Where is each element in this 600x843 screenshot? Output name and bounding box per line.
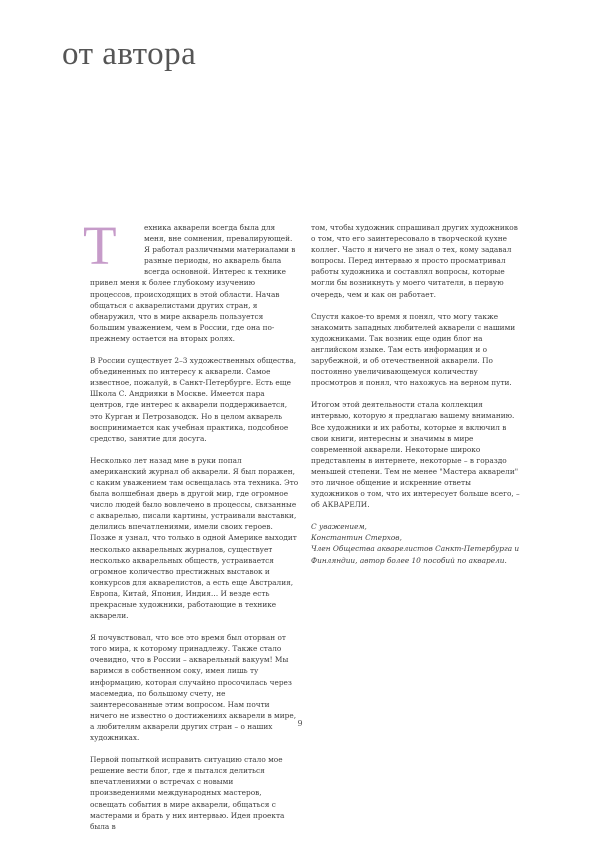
signoff-affiliation: Член Общества акварелистов Санкт-Петербурга и Финляндии, автор более 10 пособий по акварели. [311,544,520,565]
signoff-greeting: С уважением, [311,522,367,532]
right-column [311,222,520,566]
drop-cap: Т [83,215,117,276]
paragraph: том, чтобы художник спрашивал других художников о том, что его заинтересовало в творческой кухне коллег. Часто я ничего не знал о тех, кому задавал вопросы. Перед интервью я просто просматривал работы художника и составлял вопросы, которые могли бы возникнуть у моего читателя, в первую очередь, чем и как он работает. [311,223,518,299]
paragraph: Спустя какое-то время я понял, что могу также знакомить западных любителей акварели с нашими художниками. Так возник еще один блог на английском языке. Там есть информация и о зарубежной, и об отечественной акварели. По постоянно увеличивающемуся количеству просмотров я понял, что нахожусь на верном пути. [311,311,516,388]
page-title: от автора [62,36,197,72]
signoff-name: Константин Стерхов, [311,533,402,543]
paragraph: Я почувствовал, что все это время был оторван от того мира, к которому принадлежу. Также стало очевидно, что в России – акварельный вакуум! Мы варимся в собственном соку, имея лишь ту информацию, которая случайно просочилась через масемедиа, по большому счету, не заинтересованные этим вопросом. Нам почти ничего не известно о достижениях акварели в мире, а любителям акварели других стран – о наших художниках. [90,633,297,743]
signoff [311,521,520,565]
paragraph: Итогом этой деятельности стала коллекция интервью, которую я предлагаю вашему вниманию. Все художники и их работы, которые я включил в свои книги, интересны и значимы в мире современной акварели. Некоторые широко представлены в интернете, некоторые – в гораздо меньшей степени. Тем не менее "Мастера акварели" это личное общение и искренние ответы художников о том, что их интересует больше всего, – об АКВАРЕЛИ. [311,400,520,510]
paragraph: Несколько лет назад мне в руки попал американский журнал об акварели. Я был поражен, с каким уважением там освещалась эта техника. Это была волшебная дверь в другой мир, где огромное число людей было вовлечено в процессы, связанные с акварелью, писали картины, устраивали выставки, делились впечатлениями, имели своих героев. Позже я узнал, что только в одной Америке выходит несколько акварельных журналов, существует несколько акварельных обществ, устраивается огромное количество престижных выставок и конкурсов для акварелистов, а есть еще Австралия, Европа, Китай, Япония, Индия… И везде есть прекрасные художники, работающие в технике акварели. [90,455,299,621]
paragraph-text: ехника акварели всегда была для меня, вне сомнения, превалирующей. Я работал различными материалами в разные периоды, но акварель была всегда основной. Интерес к технике привел меня к более глубокому изучению процессов, происходящих в этой области. Начав общаться с акварелистами других стран, я обнаружил, что в мире акварель пользуется большим уважением, чем в России, где она по-прежнему остается на вторых ролях. [90,223,296,343]
page-number: 9 [297,719,303,728]
paragraph: В России существует 2–3 художественных общества, объединенных по интересу к акварели. Самое известное, пожалуй, в Санкт-Петербурге. Есть еще Школа С. Андрияки в Москве. Имеется пара центров, где интерес к акварели поддерживается, это Курган и Петрозаводск. Но в целом акварель воспринимается как учебная практика, подсобное средство, занятие для досуга. [90,356,297,443]
paragraph: Первой попыткой исправить ситуацию стало мое решение вести блог, где я пытался делиться впечатлениями о встречах с новыми произведениями международных мастеров, освещать события в мире акварели, общаться с мастерами и брать у них интервью. Идея проекта была в [90,755,285,831]
paragraph [83,215,299,344]
